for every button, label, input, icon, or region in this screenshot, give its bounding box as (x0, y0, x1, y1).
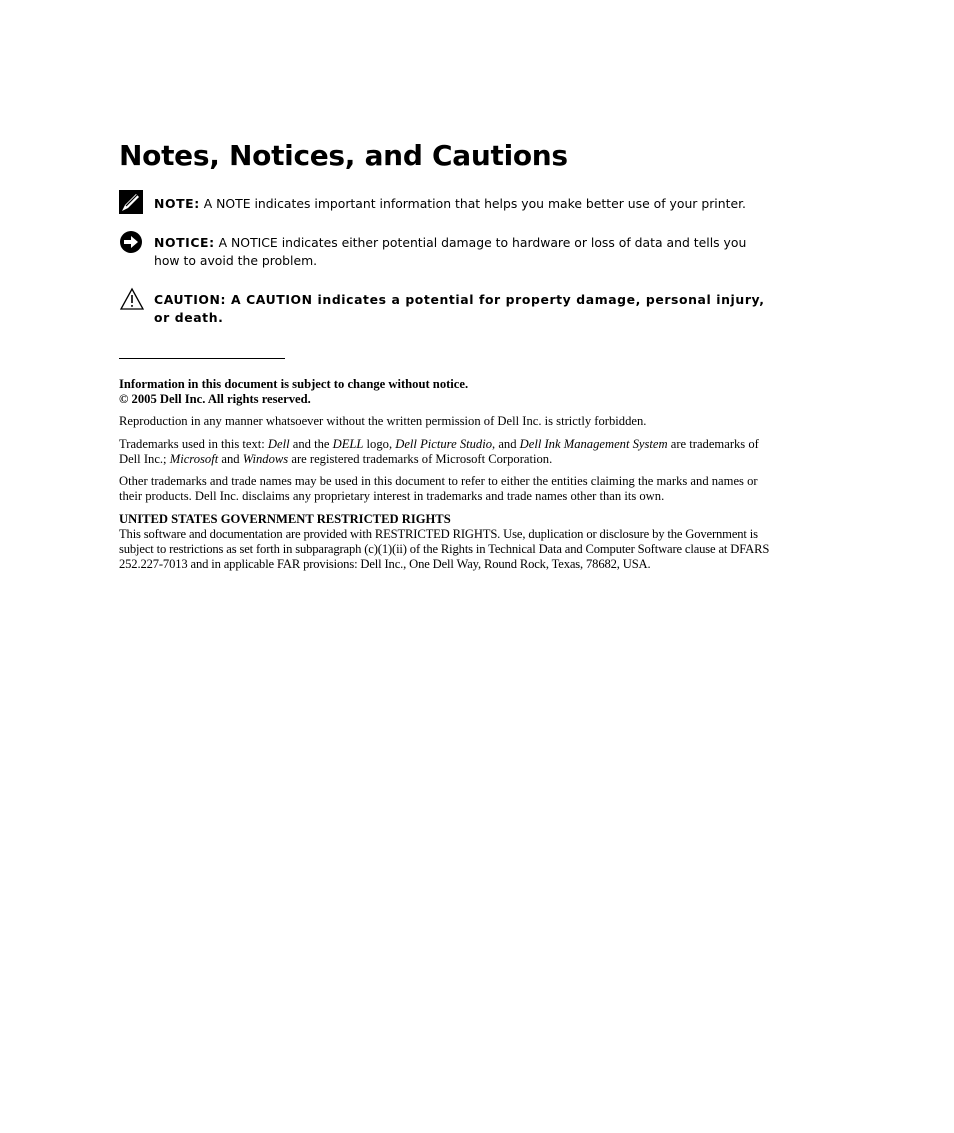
tm-microsoft: Microsoft (169, 452, 219, 466)
reproduction-paragraph (119, 414, 775, 429)
tm-text-6: and (218, 452, 243, 466)
warning-triangle-icon (119, 287, 145, 313)
note-text (154, 195, 775, 213)
pencil-note-icon (119, 190, 145, 216)
notice-body: A NOTICE indicates either potential damage to hardware or loss of data and tells you how to avoid the problem. (154, 235, 747, 268)
tm-text-7: are registered trademarks of Microsoft Corporation. (288, 452, 553, 466)
tm-windows: Windows (242, 452, 289, 466)
notice-arrow-icon (119, 230, 145, 256)
tm-text-5: are trademarks of Dell Inc.; (119, 437, 759, 466)
caution-body: A CAUTION indicates a potential for property damage, personal injury, or death. (154, 292, 765, 325)
caution-label: CAUTION: (154, 292, 227, 307)
tm-ink-system: Dell Ink Management System (519, 437, 668, 451)
government-rights-section (119, 512, 775, 572)
divider-rule (119, 358, 285, 359)
trademarks-text (119, 437, 775, 467)
government-rights-heading: UNITED STATES GOVERNMENT RESTRICTED RIGHTS (119, 512, 451, 526)
tm-text-1: Trademarks used in this text: (119, 437, 268, 451)
caution-text (154, 291, 775, 327)
page-title: Notes, Notices, and Cautions (119, 139, 568, 172)
note-label: NOTE: (154, 196, 200, 211)
other-trademarks-text: Other trademarks and trade names may be used in this document to refer to either the entities claiming the marks and names or their products. Dell Inc. disclaims any proprietary interest in trademarks and trade names other than its own. (119, 474, 758, 503)
tm-text-2: and the (289, 437, 333, 451)
tm-picture-studio: Dell Picture Studio (395, 437, 493, 451)
tm-text-3: logo, (363, 437, 396, 451)
tm-dell: Dell (267, 437, 290, 451)
notice-label: NOTICE: (154, 235, 215, 250)
government-rights-text: This software and documentation are provided with RESTRICTED RIGHTS. Use, duplication or disclosure by the Government is subject to restrictions as set forth in subparagraph (c)(1)(ii) of the Rights in Technical Data and Computer Software clause at DFARS 252.227-7013 and in applicable FAR provisions: Dell Inc., One Dell Way, Round Rock, Texas, 78682, USA. (119, 527, 770, 571)
notice-text (154, 234, 775, 270)
note-body: A NOTE indicates important information that helps you make better use of your printer. (199, 196, 746, 211)
trademarks-paragraph (119, 437, 775, 467)
legal-notice-heading (119, 377, 775, 407)
change-notice: Information in this document is subject to change without notice. (119, 377, 469, 391)
copyright-line: © 2005 Dell Inc. All rights reserved. (119, 392, 311, 406)
tm-dell-caps: DELL (332, 437, 364, 451)
tm-text-4: , and (492, 437, 520, 451)
other-trademarks-paragraph (119, 474, 775, 504)
reproduction-text: Reproduction in any manner whatsoever without the written permission of Dell Inc. is strictly forbidden. (119, 414, 647, 428)
